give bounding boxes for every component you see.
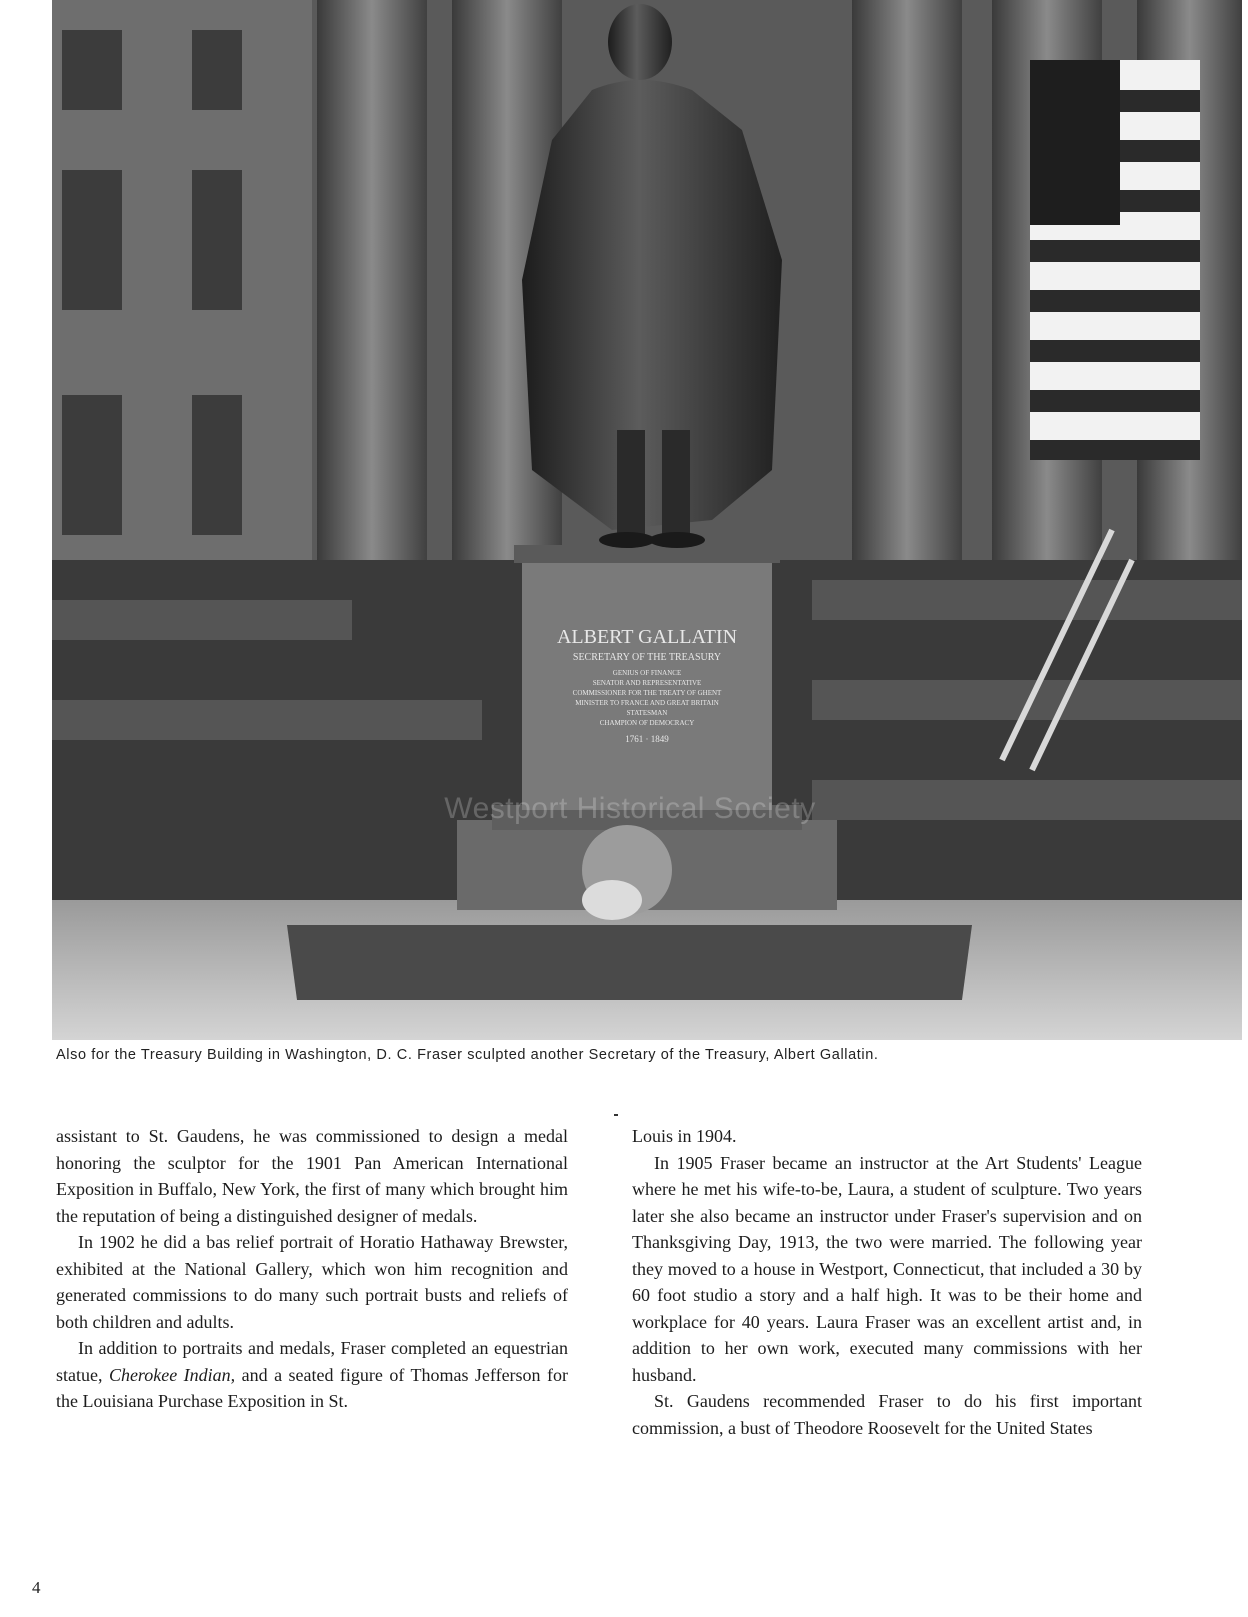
stray-mark [614, 1114, 618, 1116]
paragraph: assistant to St. Gaudens, he was commissioned to design a medal honoring the sculptor for the 1901 Pan American International Exposition in Buffalo, New York, the first of many which brought him the reputation of being a distinguished designer of medals. [56, 1126, 568, 1226]
inscription-line-4: SENATOR AND REPRESENTATIVE [592, 679, 702, 687]
inscription-line-9: 1761 · 1849 [625, 734, 669, 744]
inscription-line-7: STATESMAN [626, 709, 668, 717]
text-column-right [632, 1123, 1142, 1441]
paragraph: St. Gaudens recommended Fraser to do his first important commission, a bust of Theodore Roosevelt for the United States [632, 1391, 1142, 1438]
us-flag [1030, 60, 1200, 460]
text-column-left [56, 1123, 568, 1415]
inscription-line-5: COMMISSIONER FOR THE TREATY OF GHENT [572, 689, 722, 697]
paragraph-text: In addition to portraits and medals, Fraser completed an equestrian statue, [56, 1338, 568, 1385]
photo-caption: Also for the Treasury Building in Washington, D. C. Fraser sculpted another Secretary of the Treasury, Albert Gallatin. [56, 1047, 879, 1063]
photo-illustration [52, 0, 1242, 1040]
inscription-line-3: GENIUS OF FINANCE [612, 669, 682, 677]
inscription-line-1: ALBERT GALLATIN [556, 626, 738, 648]
inscription-line-6: MINISTER TO FRANCE AND GREAT BRITAIN [575, 699, 719, 707]
page-number: 4 [32, 1578, 41, 1597]
paragraph-text: and a seated figure of Thomas Jefferson for the Louisiana Purchase Exposition in St. [56, 1364, 568, 1411]
inscription-line-2: SECRETARY OF THE TREASURY [572, 652, 722, 663]
paragraph: In 1905 Fraser became an instructor at the Art Students' League where he met his wife-to-be, Laura, a student of sculpture. Two years later she also became an instructor under Fraser's supervision and on Thanksgiving Day, 1913, the two were married. The following year they moved to a house in Westport, Connecticut, that included a 30 by 60 foot studio a story and a half high. It was to be their home and workplace for 40 years. Laura Fraser was an excellent artist and, in addition to her own work, executed many commissions with her husband. [632, 1152, 1142, 1385]
watermark: Westport Historical Society [444, 792, 816, 825]
inscription-line-8: CHAMPION OF DEMOCRACY [599, 719, 695, 727]
artwork-title: Cherokee Indian, [108, 1364, 236, 1385]
gallatin-statue-photo [52, 0, 1242, 1040]
paragraph: In 1902 he did a bas relief portrait of Horatio Hathaway Brewster, exhibited at the National Gallery, which won him recognition and generated commissions to do many such portrait busts and reliefs of both children and adults. [56, 1232, 568, 1332]
paragraph [56, 1335, 568, 1415]
paragraph: Louis in 1904. [632, 1126, 737, 1146]
